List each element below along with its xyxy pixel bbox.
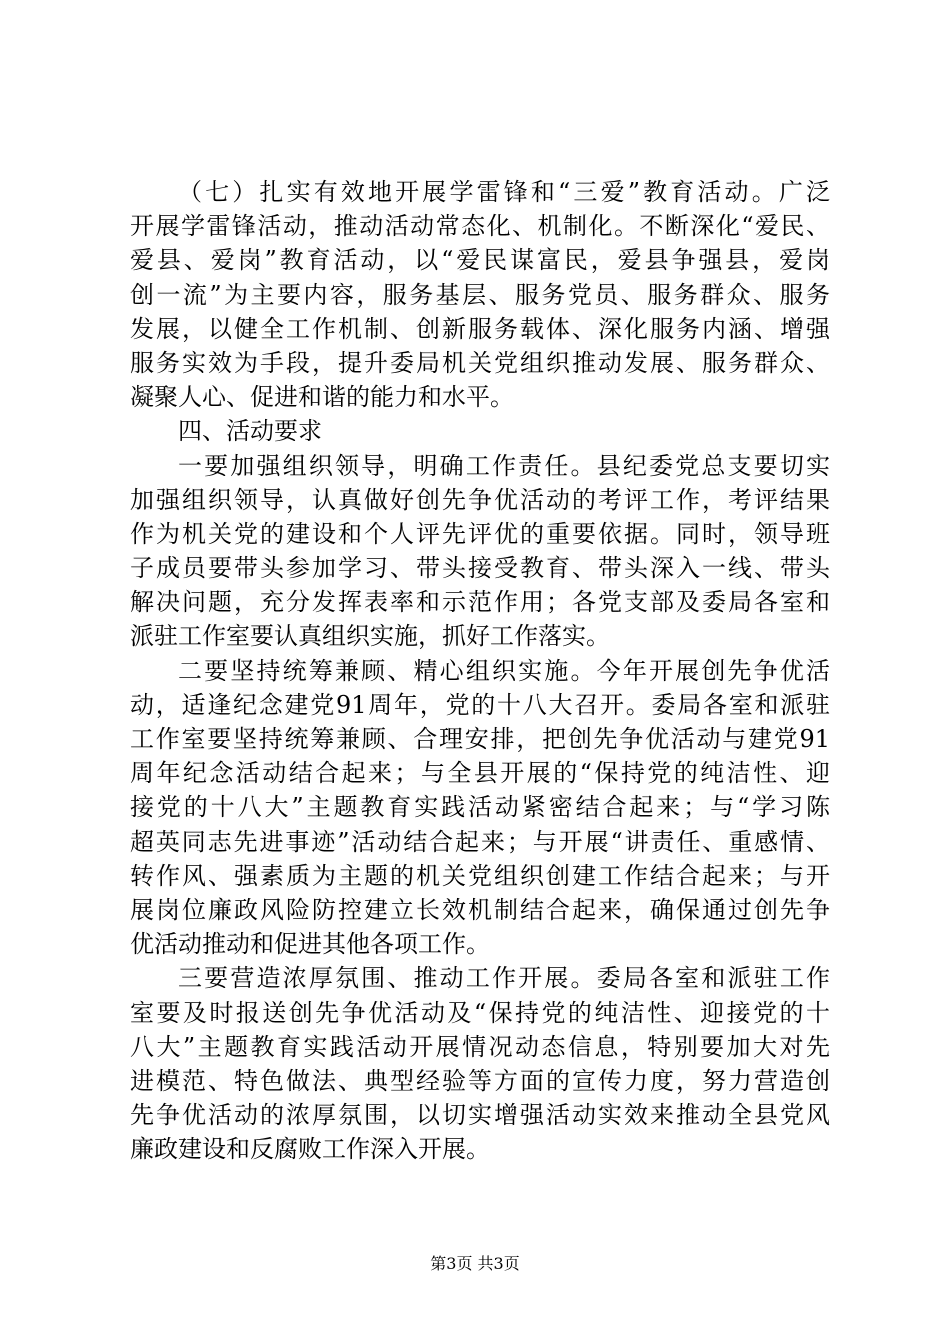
text-line: 创一流”为主要内容，服务基层、服务党员、服务群众、服务: [130, 280, 830, 309]
text-line: 动，适逢纪念建党91周年，党的十八大召开。委局各室和派驻: [130, 690, 830, 719]
text-line: 一要加强组织领导，明确工作责任。县纪委党总支要切实: [178, 451, 830, 480]
text-line: 作为机关党的建设和个人评先评优的重要依据。同时，领导班: [130, 519, 830, 548]
text-line: 派驻工作室要认真组织实施，抓好工作落实。: [130, 622, 610, 651]
text-line: 凝聚人心、促进和谐的能力和水平。: [130, 383, 514, 412]
text-line: 室要及时报送创先争优活动及“保持党的纯洁性、迎接党的十: [130, 998, 830, 1027]
text-line: 三要营造浓厚氛围、推动工作开展。委局各室和派驻工作: [178, 964, 830, 993]
text-line: 四、活动要求: [178, 417, 322, 446]
text-line: 转作风、强素质为主题的机关党组织创建工作结合起来；与开: [130, 861, 830, 890]
text-line: 超英同志先进事迹”活动结合起来；与开展“讲责任、重感情、: [130, 827, 830, 856]
text-line: 周年纪念活动结合起来；与全县开展的“保持党的纯洁性、迎: [130, 759, 830, 788]
text-line: 开展学雷锋活动，推动活动常态化、机制化。不断深化“爱民、: [130, 212, 830, 241]
page-footer: 第3页 共3页: [430, 1254, 520, 1273]
text-line: 八大”主题教育实践活动开展情况动态信息，特别要加大对先: [130, 1032, 830, 1061]
text-line: 先争优活动的浓厚氛围，以切实增强活动实效来推动全县党风: [130, 1101, 830, 1130]
document-body: [130, 175, 830, 1166]
text-line: 进模范、特色做法、典型经验等方面的宣传力度，努力营造创: [130, 1066, 830, 1095]
text-line: 加强组织领导，认真做好创先争优活动的考评工作，考评结果: [130, 485, 830, 514]
text-line: 展岗位廉政风险防控建立长效机制结合起来，确保通过创先争: [130, 895, 830, 924]
text-line: 接党的十八大”主题教育实践活动紧密结合起来；与“学习陈: [130, 793, 830, 822]
text-line: 廉政建设和反腐败工作深入开展。: [130, 1135, 490, 1164]
text-line: 爱县、爱岗”教育活动，以“爱民谋富民，爱县争强县，爱岗: [130, 246, 830, 275]
text-line: 工作室要坚持统筹兼顾、合理安排，把创先争优活动与建党91: [130, 725, 830, 753]
text-line: 优活动推动和促进其他各项工作。: [130, 930, 490, 959]
text-line: 服务实效为手段，提升委局机关党组织推动发展、服务群众、: [130, 348, 830, 377]
text-line: （七）扎实有效地开展学雷锋和“三爱”教育活动。广泛: [178, 178, 830, 206]
text-line: 发展，以健全工作机制、创新服务载体、深化服务内涵、增强: [130, 314, 830, 343]
text-line: 解决问题，充分发挥表率和示范作用；各党支部及委局各室和: [130, 588, 830, 617]
text-line: 二要坚持统筹兼顾、精心组织实施。今年开展创先争优活: [178, 656, 830, 685]
text-line: 子成员要带头参加学习、带头接受教育、带头深入一线、带头: [130, 554, 830, 583]
